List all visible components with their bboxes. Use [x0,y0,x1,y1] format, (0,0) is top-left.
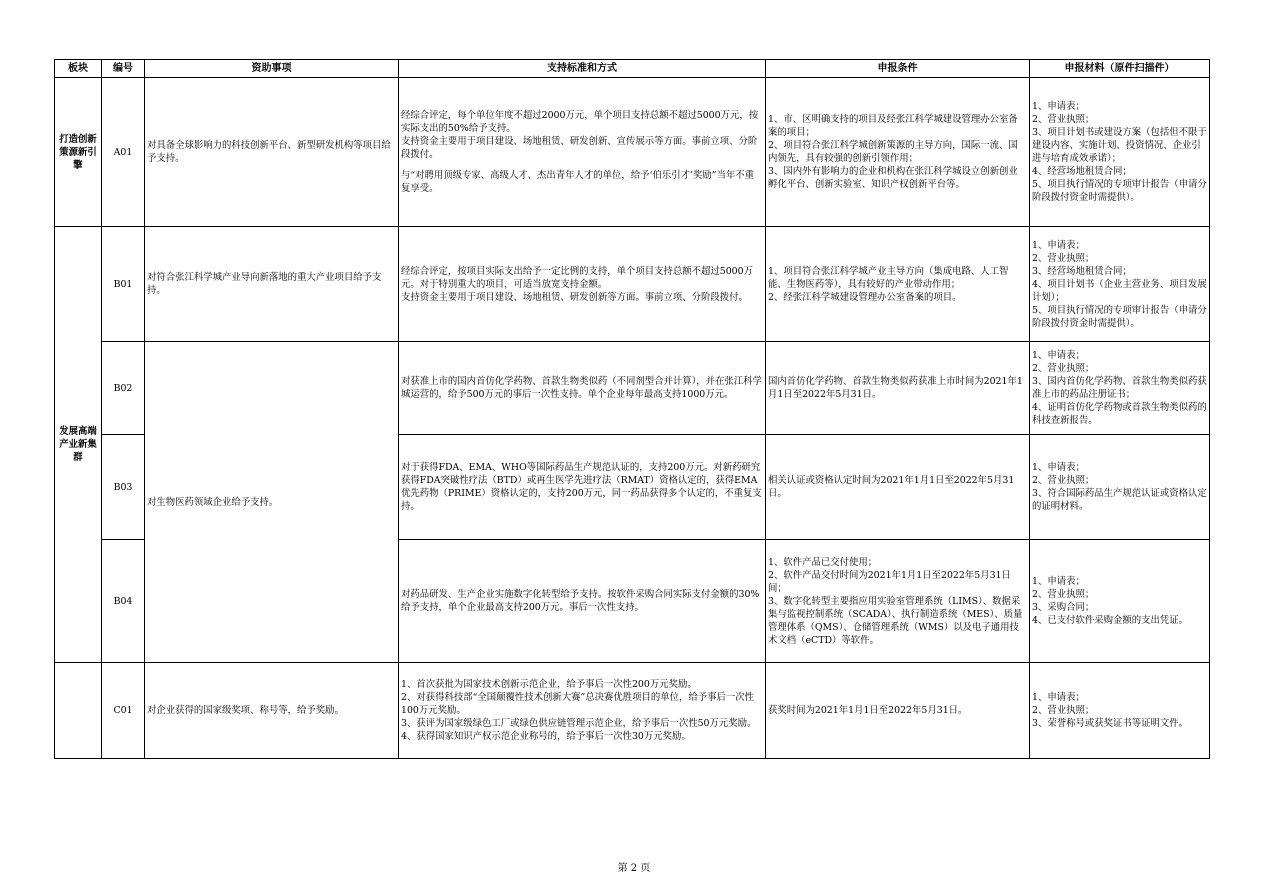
material-line: 1、申请表； [1032,576,1085,587]
material-line: 3、国内首仿化学药物、首款生物类似药获准上市的药品注册证书； [1032,376,1207,400]
condition-line: 2、软件产品交付时间为2021年1月1日至2022年5月31日间； [768,569,1011,594]
standard-b03 [399,435,766,540]
material-line: 1、申请表； [1032,692,1085,703]
material-line: 2、营业执照； [1032,252,1095,264]
conditions-b04 [766,540,1030,663]
page-number: 第 2 页 [617,863,651,874]
code-b04: B04 [102,540,145,663]
condition-line: 获奖时间为2021年1月1日至2022年5月31日。 [768,705,968,716]
condition-line: 1、项目符合张江科学城产业主导方向（集成电路、人工智能、生物医药等），具有较好的产业带动作用； [768,265,1009,290]
material-line: 1、申请表； [1032,101,1085,112]
standard-line: 1、首次获批为国家技术创新示范企业，给予事后一次性200万元奖励。 [401,679,697,690]
standard-b01 [399,227,766,342]
header-code: 编号 [102,60,145,78]
condition-line: 1、软件产品已交付使用； [768,556,878,568]
item-a01: 对具备全球影响力的科技创新平台、新型研发机构等项目给予支持。 [145,78,399,227]
material-line: 1、申请表； [1032,239,1085,251]
standard-line: 经综合评定，每个单位年度不超过2000万元，单个项目支持总额不超过5000万元，按实际支出的50%给予支持。 [401,110,759,134]
conditions-b03 [766,435,1030,540]
material-line: 2、营业执照； [1032,589,1095,600]
condition-line: 1、市、区明确支持的项目及经张江科学城建设管理办公室备案的项目； [768,114,1018,138]
header-standard: 支持标准和方式 [399,60,766,78]
condition-line: 3、数字化转型主要指应用实验室管理系统（LIMS）、数据采集与监视控制系统（SCADA）、执行制造系统（MES）、质量管理体系（QMS）、仓储管理系统（WMS）以及电子通用技术文档（eCTD）等软件。 [768,595,1023,646]
standard-line: 4、获得国家知识产权示范企业称号的，给予事后一次性30万元奖励。 [401,731,691,742]
standard-line: 2、对获得科技部“全国颠覆性技术创新大赛”总决赛优胜项目的单位，给予事后一次性100万元奖励。 [401,692,755,716]
standard-a01 [399,78,766,227]
standard-line: 对于获得FDA、EMA、WHO等国际药品生产规范认证的，支持200万元。对新药研究获得FDA突破性疗法（BTD）或再生医学先进疗法（RMAT）资格认定的，获得EMA优先药物（PRIME）资格认定的，支持200万元，同一药品获得多个认定的，不重复支持。 [401,462,762,512]
header-item: 资助事项 [145,60,399,78]
materials-b03 [1030,435,1210,540]
material-line: 3、采购合同； [1032,602,1095,613]
section-awards [55,663,102,759]
subsidy-table [54,59,1210,759]
code-c01: C01 [102,663,145,759]
material-line: 3、荣誉称号或获奖证书等证明文件。 [1032,718,1188,729]
table-row-b01 [55,227,1210,342]
code-b01: B01 [102,227,145,342]
condition-line: 国内首仿化学药物、首款生物类似药获准上市时间为2021年1月1日至2022年5月31日。 [768,376,1023,400]
condition-line: 2、经张江科学城建设管理办公室备案的项目。 [768,291,962,303]
item-bio: 对生物医药领域企业给予支持。 [145,342,399,663]
table-row-a01 [55,78,1210,227]
code-a01: A01 [102,78,145,227]
header-materials: 申报材料（原件扫描件） [1030,60,1210,78]
code-b03: B03 [102,435,145,540]
material-line: 4、经营场地租赁合同； [1032,166,1132,177]
standard-line: 对获准上市的国内首仿化学药物、首款生物类似药（不同剂型合并计算），并在张江科学城运营的，给予500万元的事后一次性支持。单个企业每年最高支持1000万元。 [401,376,762,400]
material-line: 2、营业执照； [1032,705,1095,716]
condition-line: 相关认证或资格认定时间为2021年1月1日至2022年5月31日。 [768,475,1015,499]
materials-a01 [1030,78,1210,227]
standard-line: 与“对聘用顶级专家、高级人才、杰出青年人才的单位，给予‘伯乐引才’奖励”当年不重复享受。 [401,170,755,194]
section-innovation: 打造创新策源新引擎 [55,78,102,227]
standard-line: 支持资金主要用于项目建设、场地租赁、研发创新、宣传展示等方面。事前立项、分阶段拨付。 [401,136,758,160]
table-header-row [55,60,1210,78]
header-conditions: 申报条件 [766,60,1030,78]
table-row-b02 [55,342,1210,435]
conditions-a01 [766,78,1030,227]
material-line: 4、已支付软件采购金额的支出凭证。 [1032,615,1188,626]
standard-line: 支持资金主要用于项目建设、场地租赁、研发创新等方面。事前立项、分阶段拨付。 [401,291,748,303]
conditions-b02 [766,342,1030,435]
material-line: 1、申请表； [1032,462,1085,473]
condition-line: 3、国内外有影响力的企业和机构在张江科学城设立创新创业孵化平台、创新实验室、知识产权创新平台等。 [768,166,1018,190]
material-line: 5、项目执行情况的专项审计报告（申请分阶段拨付资金时需提供）。 [1032,179,1207,203]
materials-b02 [1030,342,1210,435]
item-c01: 对企业获得的国家级奖项、称号等，给予奖励。 [145,663,399,759]
table-row-c01 [55,663,1210,759]
material-line: 3、经营场地租赁合同； [1032,265,1132,277]
item-b01: 对符合张江科学城产业导向新落地的重大产业项目给予支持。 [145,227,399,342]
material-line: 2、营业执照； [1032,363,1095,374]
section-industry: 发展高端产业新集群 [55,227,102,663]
standard-line: 经综合评定，按项目实际支出给予一定比例的支持，单个项目支持总额不超过5000万元。对于特别重大的项目，可适当放宽支持金额。 [401,265,753,290]
conditions-c01 [766,663,1030,759]
material-line: 4、证明首仿化学药物或首款生物类似药的科技查新报告。 [1032,402,1207,426]
code-b02: B02 [102,342,145,435]
material-line: 3、符合国际药品生产规范认证或资格认定的证明材料。 [1032,488,1207,512]
materials-b01 [1030,227,1210,342]
standard-line: 3、获评为国家级绿色工厂或绿色供应链管理示范企业，给予事后一次性50万元奖励。 [401,718,757,729]
conditions-b01 [766,227,1030,342]
standard-line: 对药品研发、生产企业实施数字化转型给予支持。按软件采购合同实际支付金额的30%给予支持，单个企业最高支持200万元。事后一次性支持。 [401,589,760,613]
standard-b04 [399,540,766,663]
material-line: 5、项目执行情况的专项审计报告（申请分阶段拨付资金时需提供）。 [1032,304,1207,329]
materials-c01 [1030,663,1210,759]
material-line: 2、营业执照； [1032,114,1095,125]
materials-b04 [1030,540,1210,663]
standard-b02 [399,342,766,435]
condition-line: 2、项目符合张江科学城创新策源的主导方向，国际一流、国内领先，具有较强的创新引领作用； [768,140,1018,164]
material-line: 1、申请表； [1032,350,1085,361]
material-line: 3、项目计划书或建设方案（包括但不限于建设内容、实施计划、投资情况、企业引进与培育成效承诺）； [1032,127,1207,164]
standard-c01 [399,663,766,759]
material-line: 2、营业执照； [1032,475,1095,486]
material-line: 4、项目计划书（企业主营业务、项目发展计划）； [1032,278,1207,303]
header-section: 板块 [55,60,102,78]
